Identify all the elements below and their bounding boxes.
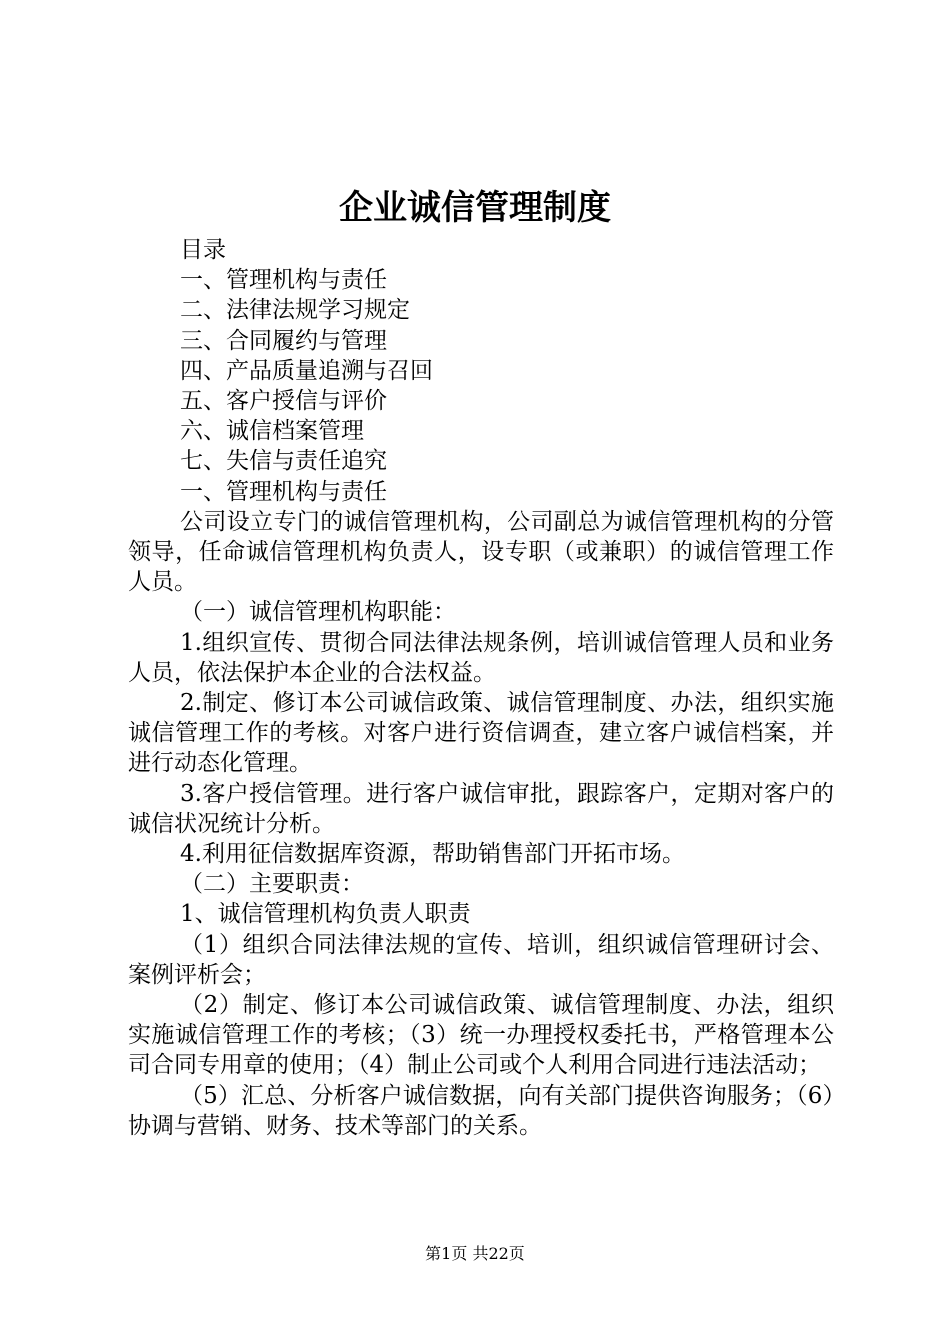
paragraph: 公司设立专门的诚信管理机构，公司副总为诚信管理机构的分管领导，任命诚信管理机构负责人，设专职（或兼职）的诚信管理工作人员。 — [128, 508, 834, 596]
subsection-heading: （一）诚信管理机构职能： — [180, 599, 456, 626]
paragraph: （2）制定、修订本公司诚信政策、诚信管理制度、办法，组织实施诚信管理工作的考核；（3）统一办理授权委托书，严格管理本公司合同专用章的使用；（4）制止公司或个人利用合同进行违法活动； — [128, 992, 834, 1079]
toc-heading: 目录 — [180, 237, 226, 263]
document-body — [128, 235, 834, 1141]
paragraph: 1.组织宣传、贯彻合同法律法规条例，培训诚信管理人员和业务人员，依法保护本企业的合法权益。 — [128, 629, 834, 686]
toc-item: 七、失信与责任追究 — [180, 448, 387, 475]
section-heading: 一、管理机构与责任 — [180, 478, 387, 505]
subsection-heading: （二）主要职责： — [180, 871, 364, 898]
toc-item: 四、产品质量追溯与召回 — [180, 357, 433, 384]
paragraph: 4.利用征信数据库资源，帮助销售部门开拓市场。 — [180, 841, 685, 868]
document-title: 企业诚信管理制度 — [339, 188, 611, 228]
paragraph: （5）汇总、分析客户诚信数据，向有关部门提供咨询服务；（6）协调与营销、财务、技术等部门的关系。 — [128, 1082, 834, 1139]
toc-item: 一、管理机构与责任 — [180, 267, 387, 294]
paragraph: 2.制定、修订本公司诚信政策、诚信管理制度、办法，组织实施诚信管理工作的考核。对客户进行资信调查，建立客户诚信档案，并进行动态化管理。 — [128, 690, 834, 777]
toc-item: 三、合同履约与管理 — [180, 327, 387, 354]
paragraph: （1）组织合同法律法规的宣传、培训，组织诚信管理研讨会、案例评析会； — [128, 931, 834, 988]
page-footer: 第1页 共22页 — [425, 1244, 525, 1263]
toc-item: 五、客户授信与评价 — [180, 388, 387, 415]
toc-item: 六、诚信档案管理 — [180, 418, 364, 445]
toc-item: 二、法律法规学习规定 — [180, 297, 410, 324]
paragraph: 3.客户授信管理。进行客户诚信审批，跟踪客户，定期对客户的诚信状况统计分析。 — [128, 780, 834, 837]
paragraph: 1、诚信管理机构负责人职责 — [180, 901, 471, 928]
